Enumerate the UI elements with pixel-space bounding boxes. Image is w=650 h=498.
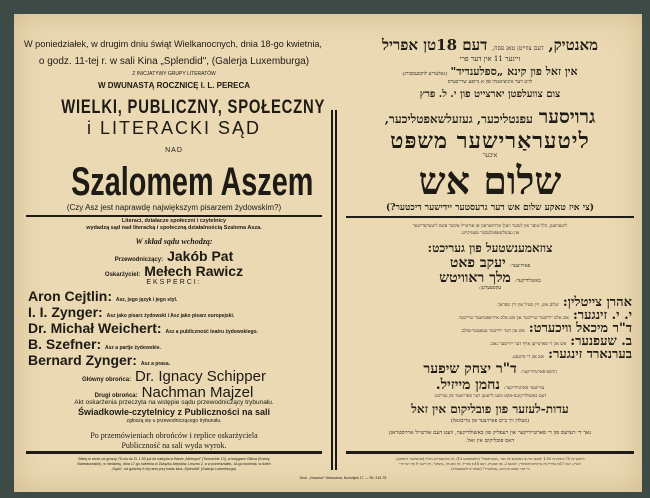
- witnesses-line: עדות-לעזער פון פובליקום אין זאל: [411, 402, 569, 416]
- intro-line-1: ליטעראטן, כלל-טוער און לעזער וועלן ארויסטראגן אן אורטייל איבער אשס ליטעראַרישער: [412, 224, 568, 229]
- expert-row: ד"ר מיכאל וויכערט: אש און דער יידישער טעאטער-עולם.: [460, 321, 632, 336]
- anniversary-line: צום צוועלפטן יארצייט פון י. ל. פרץ: [419, 89, 561, 100]
- defender2-row: צווייטער פארטיידיקער:נחמן מייזיל.: [435, 377, 545, 393]
- footer-line: „Sądu", od godziny 9-tej rano przy kasie kina „Splendid" (Galerja Luxemburga).: [111, 467, 237, 471]
- expert-row: י. י. זינגער: אש אלס יידישער שרייבער און אש אלס אייראפעישער שרייבער.: [457, 308, 632, 323]
- iber-label: איבער: [482, 152, 498, 159]
- defender1-name: Dr. Ignacy Schipper: [135, 368, 266, 385]
- intro-line-2: און געזעלשאפטלעכער טעטיקייט.: [460, 231, 520, 236]
- rule: [346, 216, 634, 218]
- court-heading: צוזאמענשטעל פון געריכט:: [427, 241, 553, 255]
- witnesses-line: Świadkowie-czytelnicy z Publiczności na sali: [77, 407, 271, 417]
- verdict-line-1: Po przemówieniach obrońców i replice oskarżyciela: [90, 431, 258, 440]
- chair-name: Jakób Pat: [167, 248, 234, 264]
- prosecutor-row: באשולדיקער:מלך ראוויטש: [439, 270, 541, 286]
- chair-row: פארזיצער:יעקב פאט: [449, 255, 531, 271]
- footer-line: Bilety w cenie od groszy 75-ciu do Zł. 1.50 już do nabycia w Barze „Metropol" (Tłomackie 13), w księgarni Gitlina (Kramy: [78, 457, 270, 461]
- footer-line: Nalewkowskie), w niedzielę, dnia 17-go kwietnia w Związku Artystów, Leszno 2, a w poniedziałek, 18-go kwietnia, w dzień: [77, 462, 271, 466]
- indictment-line: Akt oskarżenia przeczyta na wstępie sądu przewodniczący trybunału.: [74, 399, 274, 406]
- question-line: (Czy Asz jest naprawdę największym pisarzem żydowskim?): [66, 203, 282, 212]
- intro-line-2: wydadzą sąd nad literacką i społeczną działalnością Szaloma Asza.: [86, 225, 262, 231]
- indictment-line: דעם באשולדיקונגס-אקט וועט לייענען דער פארזיצער פון געריכט.: [433, 394, 547, 399]
- defender2-row: Drugi obrońca: Nachman Majzel: [94, 384, 254, 401]
- court-heading: W skład sądu wchodzą:: [135, 237, 213, 246]
- experts-heading: EKSPERCI:: [146, 279, 202, 286]
- defender1-row: Główny obrońca: Dr. Ignacy Schipper: [82, 368, 266, 385]
- rule: [346, 451, 634, 454]
- time-line: זייגער 11 אין דער פרי: [459, 55, 521, 63]
- expert-row: I. I. Zynger: Asz jako pisarz żydowski i Asz jako pisarz europejski.: [28, 304, 235, 320]
- verdict-line-2: דאס פובליקום אין זאל.: [465, 438, 515, 444]
- headline-1: גרויסער עפנטליכער, געזעלשאפטליכער,: [384, 106, 596, 128]
- headline-2: ליטעראַרישער משפּט: [390, 128, 590, 154]
- headline-2: i LITERACKI SĄD: [86, 118, 262, 138]
- chair-row: Przewodniczący: Jakób Pat: [114, 248, 234, 264]
- poster: [14, 14, 642, 492]
- prosecutor-name: Mełech Rawicz: [144, 263, 244, 279]
- venue-line: אין זאל פון קינא „ספלענדיד" (גאלעריע לוקסעמבורג): [402, 65, 578, 78]
- date-line: W poniedziałek, w drugim dniu świąt Wielkanocnych, dnia 18-go kwietnia,: [24, 39, 322, 50]
- headline-1: WIELKI, PUBLICZNY, SPOŁECZNY: [61, 97, 326, 118]
- expert-row: Bernard Zynger: Asz a prasa.: [28, 352, 170, 368]
- anniversary-line: W DWUNASTĄ ROCZNICĘ I. L. PERECA: [98, 81, 250, 90]
- column-divider: [331, 110, 333, 470]
- initiative-line: לויט דער איניציאטיוו פון א גרופע שרייבערס: [447, 79, 533, 85]
- question-line: (צי איז טאקע שלום אש דער גרעסטער יידישער דיכטער?): [385, 203, 595, 213]
- intro-line-1: Literaci, działacze społeczni i czytelnicy: [121, 218, 227, 224]
- defender2-name: Nachman Majzel: [141, 384, 254, 401]
- expert-row: Aron Cejtlin: Asz, jego język i jego styl.: [28, 288, 178, 304]
- expert-row: ב. שעפנער: אש און די פארטייען אויף דער יידישער גאס.: [489, 334, 632, 349]
- expert-row: בערנארד זינגער: אש און די פרעסע.: [511, 347, 632, 362]
- expert-row: אהרן צייטלין: שלום אש, זיין סטיל און זיין שפראך.: [496, 295, 632, 310]
- experts-heading: עקספערטן:: [478, 285, 502, 291]
- subject-name: Szalomem Aszem: [71, 160, 314, 204]
- prosecutor-row: Oskarżyciel: Mełech Rawicz: [104, 263, 244, 279]
- venue-line: o godz. 11-tej r. w sali Kina „Splendid", (Galerja Luxemburga): [38, 56, 310, 67]
- initiative-line: Z INICJATYWY GRUPY LITERATÓW: [132, 71, 216, 77]
- footer-line: זונטיק, דעם 17טן אפריל אין אַרטיסטן-פאראיין, לעשנא 2, און מאנטיק, דעם 18טן אפריל, אין טאג פון „משפט", פון זייגער 9 אין דער פרי: [399, 462, 581, 466]
- printer-credit: Druk. „Nowości" Warszawa, Nowolipki 17 — Tel. 243-78: [299, 476, 387, 480]
- polish-column: [24, 14, 324, 492]
- rule: [26, 215, 322, 217]
- defender1-row: הויפט-פארטיידיקער:ד"ר יצחק שיפער: [423, 361, 557, 377]
- expert-row: Dr. Michał Weichert: Asz a publiczność teatru żydowskiego.: [28, 320, 258, 336]
- footer-line: ביי דער קאסע פון קינא „ספלענדיד" (גאלעריע לוקסעמבורג).: [450, 467, 530, 471]
- witnesses-note: (מעלדן זיך ביים פארזיצער פון טריבונאל): [450, 418, 530, 424]
- witnesses-note: zgłoszą się u przewodniczącego trybunału.: [126, 418, 222, 424]
- date-line: מאנטיק, דעם צווייטן טאג פסח, דעם 18טן אפריל: [381, 36, 599, 54]
- yiddish-column: [344, 14, 636, 492]
- rule: [26, 451, 322, 454]
- nad-label: NAD: [165, 147, 183, 154]
- subject-name: שלום אש: [418, 158, 562, 203]
- footer-line: בילעטן פון 75 גראשן ביז 1.50 זלאטע שוין צו באקומען אין באר „מעטראפאל" (טלאמאצקע 13), אין בוכהאנדלונג גיטלין (נאלעווקער קראמען),: [395, 457, 585, 461]
- expert-row: B. Szefner: Asz a partje żydowskie.: [28, 336, 161, 352]
- verdict-line-1: נאך די רעדעס פון די פארטיידיקער און רעפליק פון באשולדיקער, וועט דעם אורטייל ארויסטראגן: [388, 430, 592, 436]
- verdict-line-2: Publiczność na sali wyda wyrok.: [121, 441, 227, 450]
